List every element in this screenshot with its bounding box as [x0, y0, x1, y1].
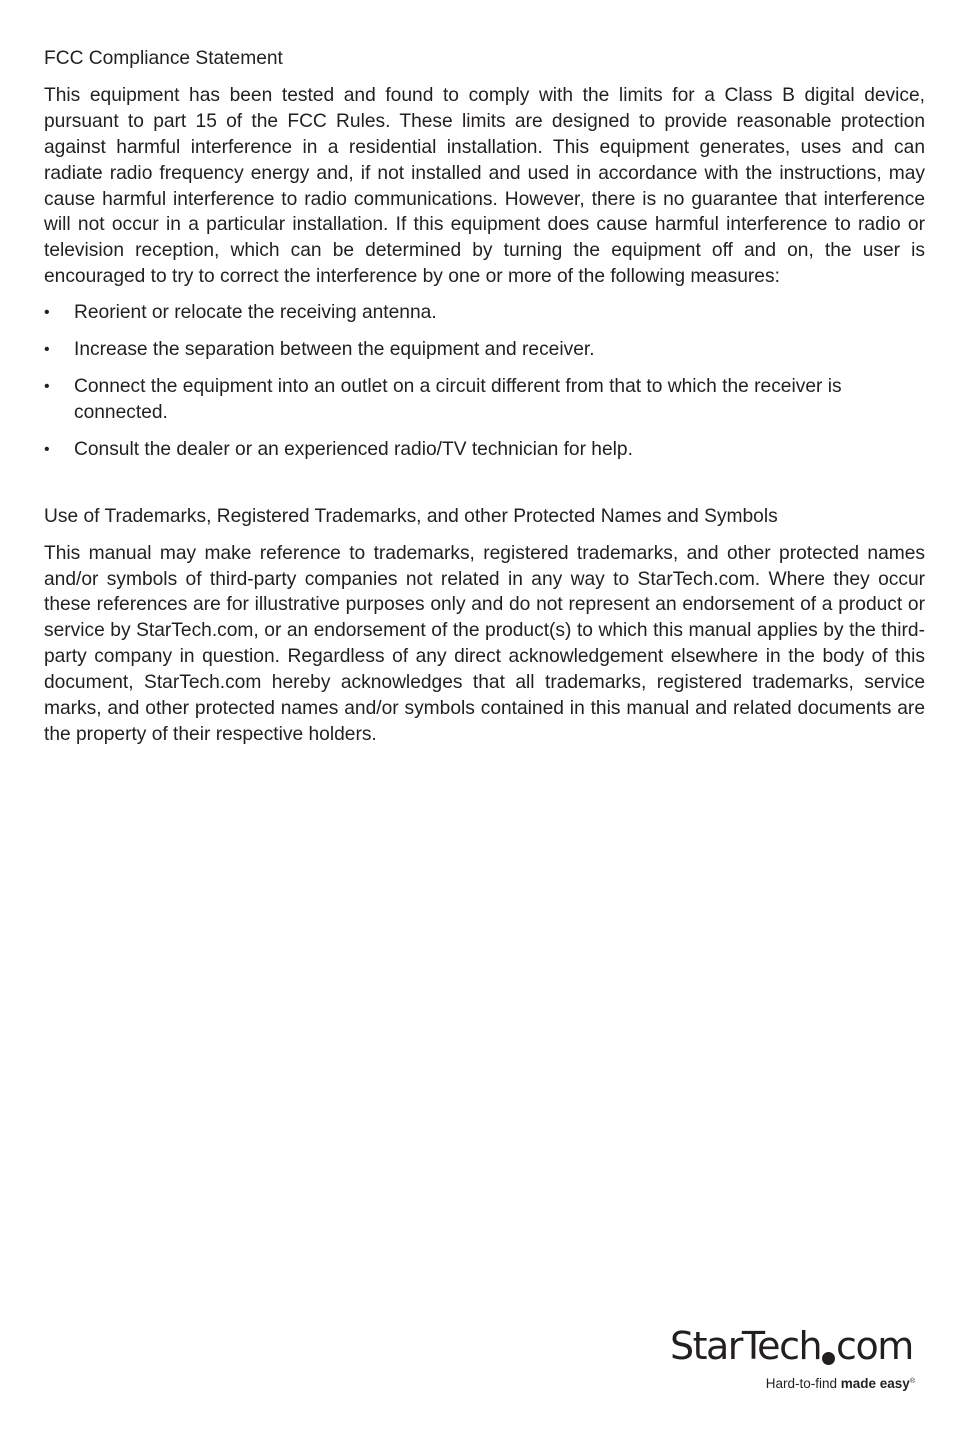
trademarks-heading: Use of Trademarks, Registered Trademarks, and other Protected Names and Symbols [44, 505, 778, 527]
logo-wordmark [670, 1325, 913, 1367]
trademarks-paragraph: This manual may make reference to trademarks, registered trademarks, and other protected names and/or symbols of third-party companies not related in any way to StarTech.com. Where they occur these references are for illustrative purposes only and do not represent an endorsement of a product or service by StarTech.com, or an endorsement of the product(s) to which this manual applies by the third-party company in question. Regardless of any direct acknowledgement elsewhere in the body of this document, StarTech.com hereby acknowledges that all trademarks, registered trademarks, service marks, and other protected names and/or symbols contained in this manual and related documents are the property of their respective holders. [44, 542, 925, 745]
measure-text: Consult the dealer or an experienced radio/TV technician for help. [74, 438, 633, 460]
bullet-icon: • [44, 304, 50, 322]
document-body [44, 46, 925, 748]
trademarks-section [44, 504, 925, 748]
logo-brand-suffix: com [836, 1324, 913, 1368]
list-item [44, 337, 925, 363]
measure-text: Increase the separation between the equipment and receiver. [74, 339, 595, 361]
fcc-measures-list [44, 300, 925, 463]
logo-brand-name: StarTech [670, 1324, 822, 1368]
registered-mark: ® [909, 1378, 915, 1385]
fcc-heading: FCC Compliance Statement [44, 48, 283, 69]
logo-tagline [766, 1376, 915, 1391]
list-item [44, 437, 925, 463]
bullet-icon: • [44, 377, 50, 395]
list-item [44, 374, 925, 426]
startech-logo [670, 1324, 915, 1391]
tagline-bold: made easy [840, 1376, 910, 1391]
measure-text: Connect the equipment into an outlet on a circuit different from that to which the receiver is connected. [74, 375, 842, 423]
bullet-icon: • [44, 440, 50, 458]
logo-dot-icon [822, 1352, 835, 1365]
fcc-paragraph: This equipment has been tested and found to comply with the limits for a Class B digital device, pursuant to part 15 of the FCC Rules. These limits are designed to provide reasonable protection against harmful interference in a residential installation. This equipment generates, uses and can radiate radio frequency energy and, if not installed and used in accordance with the instructions, may cause harmful interference to radio communications. However, there is no guarantee that interference will not occur in a particular installation. If this equipment does cause harmful interference to radio or television reception, which can be determined by turning the equipment off and on, the user is encouraged to try to correct the interference by one or more of the following measures: [44, 84, 925, 288]
bullet-icon: • [44, 341, 50, 359]
tagline-regular: Hard-to-find [765, 1376, 841, 1391]
list-item [44, 300, 925, 326]
measure-text: Reorient or relocate the receiving antenna. [74, 302, 437, 324]
